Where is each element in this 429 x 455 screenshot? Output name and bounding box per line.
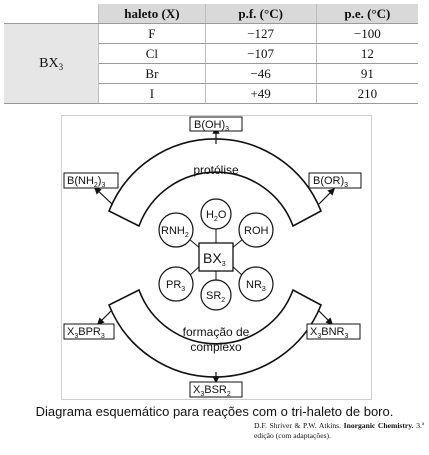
product-bottom-left bbox=[64, 324, 114, 340]
cell-melting-point: −127 bbox=[205, 24, 316, 44]
complexation-label-line1: formação de bbox=[182, 325, 250, 339]
svg-text:X3BSR2: $X_3BSR_2$ bbox=[193, 384, 231, 398]
header-boiling-point: p.e. (°C) bbox=[316, 4, 418, 24]
circle-sr2 bbox=[201, 280, 231, 310]
reference-title: Inorganic Chemistry. bbox=[343, 421, 414, 430]
cell-melting-point: −107 bbox=[205, 44, 316, 64]
center-formula: $BX_3$ bbox=[203, 250, 226, 268]
svg-text:NR3: $NR_3$ bbox=[246, 279, 266, 293]
product-bottom-right bbox=[307, 324, 360, 340]
cell-halide: Br bbox=[99, 64, 205, 84]
cell-halide: Cl bbox=[99, 44, 205, 64]
svg-text:B(OR)3: $B(OR)_3$ bbox=[313, 175, 349, 189]
svg-text:SR2: $SR_2$ bbox=[206, 290, 226, 304]
reference-edition: 3.ª edição (com adaptações). bbox=[254, 421, 424, 440]
circle-roh bbox=[239, 213, 273, 247]
header-blank-cell bbox=[4, 4, 99, 24]
reaction-diagram-svg bbox=[62, 116, 371, 399]
product-bottom bbox=[190, 382, 242, 398]
protolysis-label: protólise bbox=[193, 163, 239, 177]
circle-pr3 bbox=[159, 267, 193, 301]
svg-text:X3BNR3: $X_3BNR_3$ bbox=[310, 326, 349, 340]
boron-trihalide-properties-table bbox=[4, 4, 418, 104]
circle-h2o bbox=[201, 199, 231, 229]
svg-text:RNH2: $RNH_2$ bbox=[161, 225, 189, 239]
table-row bbox=[4, 24, 418, 44]
svg-text:PR3: $PR_3$ bbox=[166, 279, 186, 293]
svg-text:X3BPR3: $X_3BPR_3$ bbox=[67, 326, 105, 340]
group-label-cell bbox=[4, 24, 99, 104]
cell-boiling-point: 12 bbox=[316, 44, 418, 64]
cell-boiling-point: −100 bbox=[316, 24, 418, 44]
cell-melting-point: −46 bbox=[205, 64, 316, 84]
diagram-caption: Diagrama esquemático para reações com o tri-haleto de boro. bbox=[35, 404, 394, 419]
cell-melting-point: +49 bbox=[205, 84, 316, 104]
arrow-to-bottom-right bbox=[318, 310, 332, 324]
reaction-diagram bbox=[61, 115, 372, 400]
svg-text:B(OH)3: $B(OH)_3$ bbox=[194, 119, 230, 133]
complexation-label-line2: complexo bbox=[190, 340, 242, 354]
group-label: BX bbox=[39, 56, 59, 71]
svg-text:B(NH2)3: $B(NH_2)_3$ bbox=[67, 175, 106, 189]
reference-authors: D.F. Shriver & P.W. Atkins. bbox=[254, 421, 342, 430]
cell-halide: I bbox=[99, 84, 205, 104]
circle-nr3 bbox=[239, 267, 273, 301]
svg-text:H2O: $H_2O$ bbox=[206, 209, 227, 223]
product-top bbox=[190, 117, 242, 133]
circle-rnh2 bbox=[159, 213, 193, 247]
group-label-subscript: 3 bbox=[58, 62, 64, 72]
cell-boiling-point: 210 bbox=[316, 84, 418, 104]
arrow-to-bottom-left bbox=[98, 310, 112, 324]
product-right bbox=[309, 173, 361, 189]
arrow-to-left bbox=[95, 188, 112, 204]
product-left bbox=[64, 173, 118, 189]
cell-boiling-point: 91 bbox=[316, 64, 418, 84]
arrow-to-right bbox=[319, 189, 334, 204]
cell-halide: F bbox=[99, 24, 205, 44]
svg-text:ROH: ROH bbox=[244, 225, 269, 237]
header-halide: haleto (X) bbox=[99, 4, 205, 24]
header-melting-point: p.f. (°C) bbox=[205, 4, 316, 24]
table-header-row bbox=[4, 4, 418, 24]
source-reference bbox=[254, 421, 424, 441]
